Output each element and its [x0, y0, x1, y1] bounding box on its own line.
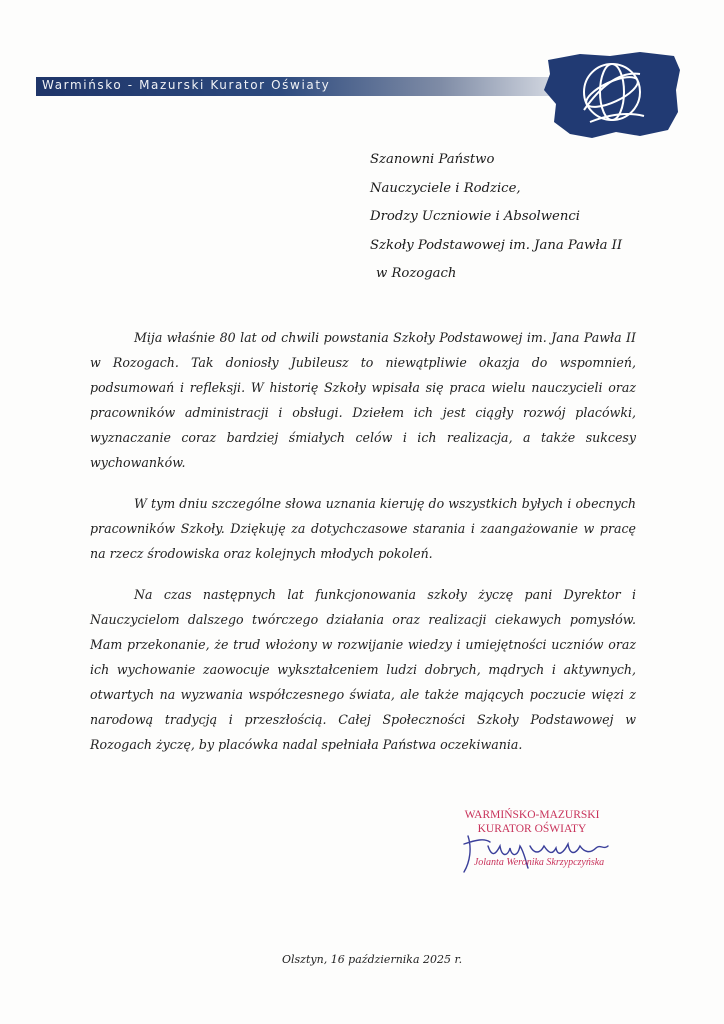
- map-globe-icon: [540, 50, 682, 140]
- handwritten-signature: [454, 828, 614, 876]
- address-line: Szkoły Podstawowej im. Jana Pawła II: [370, 237, 623, 253]
- stamp-line: KURATOR OŚWIATY: [477, 823, 587, 835]
- letter-body: [90, 325, 636, 773]
- paragraph: W tym dniu szczególne słowa uznania kieruję do wszystkich byłych i obecnych pracowników Szkoły. Dziękuję za dotychczasowe starania i zaangażowanie w pracę na rzecz środowiska oraz kolejnych młodych pokoleń.: [90, 496, 636, 561]
- address-line: Szanowni Państwo: [370, 152, 495, 167]
- date-line: Olsztyn, 16 października 2025 r.: [282, 953, 463, 966]
- signer-name: Jolanta Weronika Skrzypczyńska: [473, 857, 605, 868]
- paragraph: Mija właśnie 80 lat od chwili powstania Szkoły Podstawowej im. Jana Pawła II w Rozogach. Tak doniosły Jubileusz to niewątpliwie okazja do wspomnień, podsumowań i refleksji. W historię Szkoły wpisała się praca wielu nauczycieli oraz pracowników administracji i obsługi. Dziełem ich jest ciągły rozwój placówki, wyznaczanie coraz bardziej śmiałych celów i ich realizacja, a także sukcesy wychowanków.: [90, 330, 636, 470]
- paragraph: Na czas następnych lat funkcjonowania szkoły życzę pani Dyrektor i Nauczycielom dalszego twórczego działania oraz realizacji ciekawych pomysłów. Mam przekonanie, że trud włożony w rozwijanie wiedzy i umiejętności uczniów oraz ich wychowanie zaowocuje wykształceniem ludzi dobrych, mądrych i aktywnych, otwartych na wyzwania współczesnego świata, ale także mających poczucie więzi z narodową tradycją i przeszłością. Całej Społeczności Szkoły Podstawowej w Rozogach życzę, by placówka nadal spełniała Państwa oczekiwania.: [90, 587, 636, 752]
- stamp-line: WARMIŃSKO-MAZURSKI: [464, 809, 600, 821]
- address-line: Drodzy Uczniowie i Absolwenci: [370, 209, 580, 224]
- address-line: w Rozogach: [376, 266, 457, 281]
- addressee-block: [370, 146, 700, 289]
- banner-title: Warmińsko - Mazurski Kurator Oświaty: [42, 78, 331, 92]
- address-line: Nauczyciele i Rodzice,: [370, 180, 521, 196]
- header-banner: [36, 77, 576, 96]
